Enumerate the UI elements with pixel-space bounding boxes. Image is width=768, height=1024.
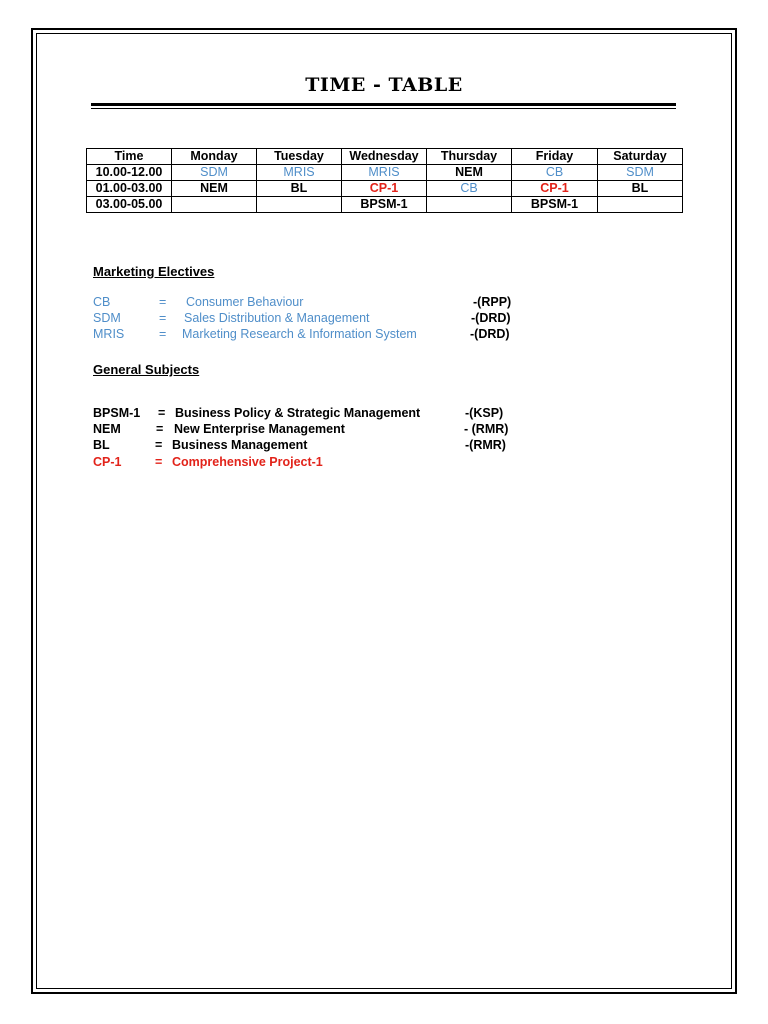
equals-sign: = bbox=[158, 406, 166, 420]
list-item bbox=[93, 455, 553, 471]
subject-name: Sales Distribution & Management bbox=[184, 311, 370, 325]
title-rule-thick bbox=[91, 103, 676, 106]
subject-code: SDM bbox=[93, 311, 121, 325]
equals-sign: = bbox=[159, 327, 167, 341]
instructor: -(KSP) bbox=[465, 406, 504, 420]
list-item bbox=[93, 422, 553, 438]
cell-thursday: NEM bbox=[427, 165, 512, 181]
equals-sign: = bbox=[155, 438, 163, 452]
cell-saturday bbox=[598, 197, 683, 213]
cell-saturday: BL bbox=[598, 181, 683, 197]
general-subjects-heading: General Subjects bbox=[93, 362, 200, 377]
timetable bbox=[86, 148, 683, 213]
cell-tuesday: BL bbox=[257, 181, 342, 197]
cell-friday: CP-1 bbox=[512, 181, 598, 197]
list-item bbox=[93, 438, 553, 454]
cell-monday bbox=[172, 197, 257, 213]
cell-tuesday: MRIS bbox=[257, 165, 342, 181]
time-slot: 10.00-12.00 bbox=[87, 165, 172, 181]
equals-sign: = bbox=[156, 422, 164, 436]
subject-code: CB bbox=[93, 295, 111, 309]
subject-code: NEM bbox=[93, 422, 121, 436]
instructor: -(DRD) bbox=[471, 311, 511, 325]
header-friday: Friday bbox=[512, 149, 598, 165]
header-time: Time bbox=[87, 149, 172, 165]
subject-code: BPSM-1 bbox=[93, 406, 141, 420]
header-tuesday: Tuesday bbox=[257, 149, 342, 165]
subject-code: CP-1 bbox=[93, 455, 122, 469]
cell-monday: SDM bbox=[172, 165, 257, 181]
equals-sign: = bbox=[159, 295, 167, 309]
timetable-row bbox=[87, 197, 683, 213]
subject-name: Business Management bbox=[172, 438, 308, 452]
cell-wednesday: MRIS bbox=[342, 165, 427, 181]
timetable-header-row bbox=[87, 149, 683, 165]
cell-thursday bbox=[427, 197, 512, 213]
timetable-row bbox=[87, 165, 683, 181]
subject-code: MRIS bbox=[93, 327, 125, 341]
header-monday: Monday bbox=[172, 149, 257, 165]
list-item bbox=[93, 406, 553, 422]
subject-name: Comprehensive Project-1 bbox=[172, 455, 323, 469]
marketing-electives-heading: Marketing Electives bbox=[93, 264, 215, 279]
subject-name: Business Policy & Strategic Management bbox=[175, 406, 421, 420]
cell-monday: NEM bbox=[172, 181, 257, 197]
instructor: -(DRD) bbox=[470, 327, 510, 341]
header-wednesday: Wednesday bbox=[342, 149, 427, 165]
page-title: TIME - TABLE bbox=[305, 74, 463, 96]
list-item bbox=[93, 327, 553, 343]
cell-tuesday bbox=[257, 197, 342, 213]
list-item bbox=[93, 295, 553, 311]
time-slot: 01.00-03.00 bbox=[87, 181, 172, 197]
cell-friday: CB bbox=[512, 165, 598, 181]
cell-wednesday: BPSM-1 bbox=[342, 197, 427, 213]
subject-name: New Enterprise Management bbox=[174, 422, 345, 436]
header-thursday: Thursday bbox=[427, 149, 512, 165]
instructor: -(RPP) bbox=[473, 295, 512, 309]
time-slot: 03.00-05.00 bbox=[87, 197, 172, 213]
header-saturday: Saturday bbox=[598, 149, 683, 165]
cell-wednesday: CP-1 bbox=[342, 181, 427, 197]
cell-thursday: CB bbox=[427, 181, 512, 197]
instructor: - (RMR) bbox=[464, 422, 509, 436]
title-rule-thin bbox=[91, 108, 676, 109]
subject-name: Consumer Behaviour bbox=[186, 295, 304, 309]
subject-name: Marketing Research & Information System bbox=[182, 327, 417, 341]
cell-friday: BPSM-1 bbox=[512, 197, 598, 213]
equals-sign: = bbox=[159, 311, 167, 325]
instructor: -(RMR) bbox=[465, 438, 506, 452]
equals-sign: = bbox=[155, 455, 163, 469]
cell-saturday: SDM bbox=[598, 165, 683, 181]
timetable-row bbox=[87, 181, 683, 197]
subject-code: BL bbox=[93, 438, 110, 452]
list-item bbox=[93, 311, 553, 327]
